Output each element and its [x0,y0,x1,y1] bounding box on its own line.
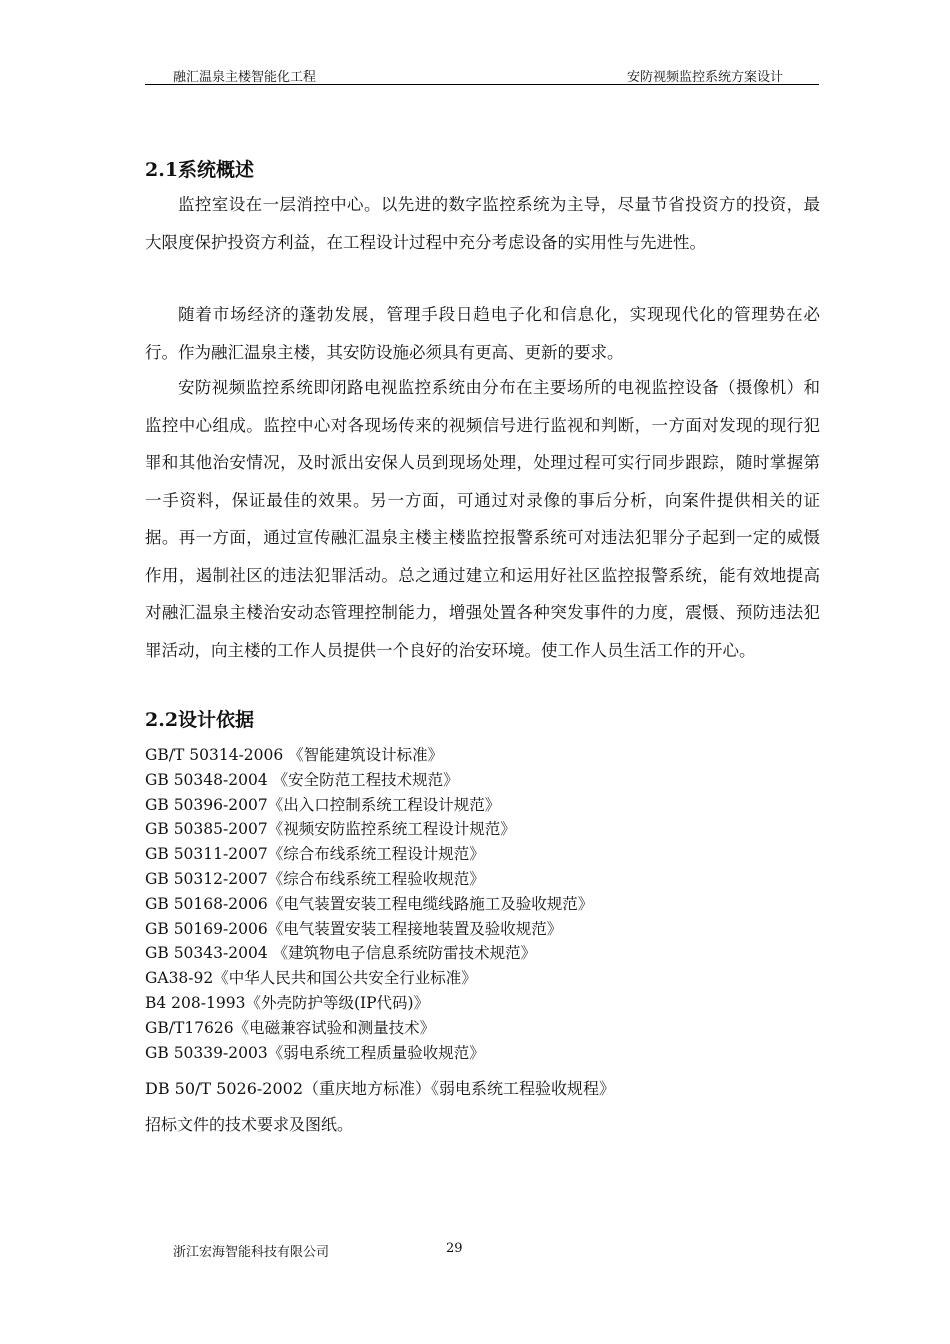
section-heading-design-basis: 2.2设计依据 [145,709,255,731]
reference-item: GA38-92《中华人民共和国公共安全行业标准》 [145,969,477,988]
overview-paragraph-3: 安防视频监控系统即闭路电视监控系统由分布在主要场所的电视监控设备（摄像机）和监控中心组成。监控中心对各现场传来的视频信号进行监视和判断，一方面对发现的现行犯罪和其他治安情况，及时派出安保人员到现场处理，处理过程可实行同步跟踪，随时掌握第一手资料，保证最佳的效果。另一方面，可通过对录像的事后分析，向案件提供相关的证据。再一方面，通过宣传融汇温泉主楼主楼监控报警系统可对违法犯罪分子起到一定的威慑作用，遏制社区的违法犯罪活动。总之通过建立和运用好社区监控报警系统，能有效地提高对融汇温泉主楼治安动态管理控制能力，增强处置各种突发事件的力度，震慑、预防违法犯罪活动，向主楼的工作人员提供一个良好的治安环境。使工作人员生活工作的开心。 [145,378,820,660]
overview-paragraph-2: 随着市场经济的蓬勃发展，管理手段日趋电子化和信息化，实现现代化的管理势在必行。作为融汇温泉主楼，其安防设施必须具有更高、更新的要求。 [145,305,820,362]
overview-paragraph-1: 监控室设在一层消控中心。以先进的数字监控系统为主导，尽量节省投资方的投资，最大限度保护投资方利益，在工程设计过程中充分考虑设备的实用性与先进性。 [145,195,820,252]
section-heading-overview: 2.1系统概述 [145,159,255,181]
reference-item: GB 50339-2003《弱电系统工程质量验收规范》 [145,1043,485,1062]
reference-item: GB 50396-2007《出入口控制系统工程设计规范》 [145,795,501,814]
reference-item: B4 208-1993《外壳防护等级(IP代码)》 [145,993,430,1012]
reference-tender-documents: 招标文件的技术要求及图纸。 [145,1115,354,1134]
header-section-title: 安防视频监控系统方案设计 [626,70,783,85]
footer-company: 浙江宏海智能科技有限公司 [173,1245,330,1260]
reference-local-standard: DB 50/T 5026-2002（重庆地方标准）《弱电系统工程验收规程》 [145,1079,616,1098]
reference-item: GB 50385-2007《视频安防监控系统工程设计规范》 [145,820,516,839]
reference-item: GB/T 50314-2006 《智能建筑设计标准》 [145,746,444,764]
reference-list [145,743,593,1065]
header-project-title: 融汇温泉主楼智能化工程 [173,70,317,85]
reference-item: GB 50311-2007《综合布线系统工程设计规范》 [145,845,485,864]
reference-item: GB 50168-2006《电气装置安装工程电缆线路施工及验收规范》 [145,894,594,913]
reference-item: GB 50343-2004 《建筑物电子信息系统防雷技术规范》 [145,944,537,963]
reference-item: GB 50169-2006《电气装置安装工程接地装置及验收规范》 [145,919,563,938]
reference-item: GB 50348-2004 《安全防范工程技术规范》 [145,770,459,789]
page-number: 29 [446,1241,463,1256]
reference-item: GB 50312-2007《综合布线系统工程验收规范》 [145,869,485,888]
reference-item: GB/T17626《电磁兼容试验和测量技术》 [145,1018,436,1037]
page-header [145,64,819,85]
